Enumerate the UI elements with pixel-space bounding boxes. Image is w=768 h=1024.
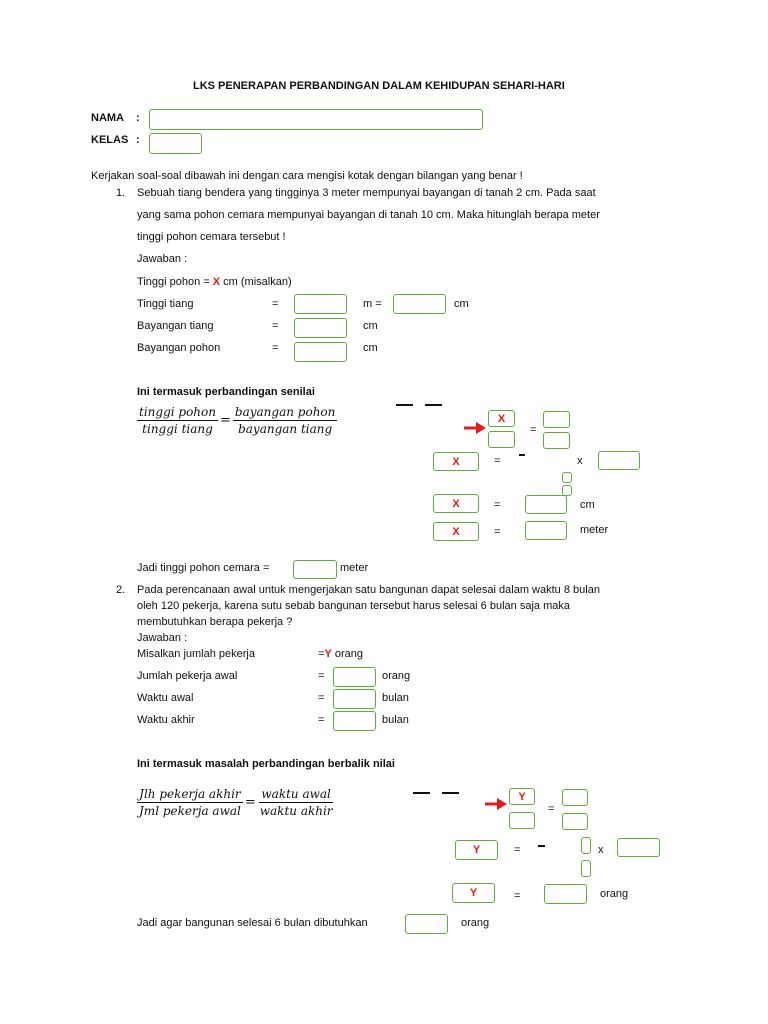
- q1-type-label: Ini termasuk perbandingan senilai: [137, 386, 315, 398]
- q2-multiplier-input[interactable]: [617, 838, 660, 857]
- q2-eq: =: [548, 803, 555, 815]
- q2-row-eq: =: [318, 714, 325, 726]
- q1-row-unit: cm: [363, 342, 378, 354]
- nama-field[interactable]: [149, 109, 483, 130]
- q2-formula-fraction-left: [137, 787, 243, 818]
- q2-conclusion-prefix: Jadi agar bangunan selesai 6 bulan dibutuhkan: [137, 917, 368, 929]
- q1-x-box: [488, 410, 515, 427]
- q2-conclusion-input[interactable]: [405, 914, 448, 934]
- q2-unit-orang: orang: [600, 888, 629, 900]
- q2-assume-unit: orang: [334, 648, 363, 660]
- fraction-bar: [442, 792, 459, 794]
- nama-colon: :: [136, 112, 140, 124]
- q1-formula-den: tinggi tiang: [142, 422, 213, 436]
- q2-row-unit: bulan: [382, 692, 409, 704]
- q1-eq: =: [530, 424, 537, 436]
- q2-formula-eq: =: [244, 795, 256, 810]
- q2-y-box: [509, 788, 535, 805]
- q1-bayangan-pohon-input[interactable]: [294, 342, 347, 362]
- q2-eq: =: [514, 890, 521, 902]
- q2-text-line: oleh 120 pekerja, karena sutu sebab bangunan tersebut harus selesai 6 bulan saja maka: [137, 600, 570, 612]
- q2-jawaban: Jawaban :: [137, 632, 188, 644]
- fraction-bar: [425, 404, 442, 406]
- q1-formula-den: bayangan tiang: [238, 422, 333, 436]
- q2-y-label: Y: [469, 887, 478, 899]
- q1-assume-prefix: Tinggi pohon =: [137, 276, 210, 288]
- q1-row-unit: cm: [454, 298, 469, 310]
- q2-assumption: [318, 648, 363, 660]
- q2-denominator-input[interactable]: [509, 812, 535, 829]
- q1-right-den-input[interactable]: [543, 432, 570, 449]
- q2-row-label: Waktu awal: [137, 692, 194, 704]
- q2-assume-label: Misalkan jumlah pekerja: [137, 648, 255, 660]
- q2-formula-num: waktu awal: [261, 787, 331, 801]
- q1-tinggi-tiang-cm-input[interactable]: [393, 294, 446, 314]
- q2-row-unit: bulan: [382, 714, 409, 726]
- q2-row-unit: orang: [382, 670, 411, 682]
- q2-assume-eq: =: [318, 648, 325, 660]
- q2-row-eq: =: [318, 670, 325, 682]
- q1-assume-suffix: cm (misalkan): [223, 276, 292, 288]
- q1-text-line: yang sama pohon cemara mempunyai bayangan di tanah 10 cm. Maka hitunglah berapa meter: [137, 209, 600, 221]
- q1-x-label: X: [497, 412, 506, 425]
- red-arrow-icon: [484, 797, 508, 811]
- q1-eq: =: [494, 526, 501, 538]
- q2-right-den-input[interactable]: [562, 813, 588, 830]
- q2-result-input[interactable]: [544, 884, 587, 904]
- kelas-label: KELAS: [91, 134, 129, 146]
- q2-waktu-awal-input[interactable]: [333, 689, 376, 709]
- q1-formula-fraction-left: [137, 405, 218, 436]
- fraction-bar: [396, 404, 413, 406]
- q2-text-line: membutuhkan berapa pekerja ?: [137, 616, 293, 628]
- q1-multiplier-input[interactable]: [598, 451, 640, 470]
- q2-pekerja-awal-input[interactable]: [333, 667, 376, 687]
- q1-row-label: Bayangan pohon: [137, 342, 221, 354]
- page-title: LKS PENERAPAN PERBANDINGAN DALAM KEHIDUPAN SEHARI-HARI: [193, 80, 565, 92]
- q1-small-num-input[interactable]: [562, 472, 572, 483]
- q2-times: x: [598, 844, 604, 856]
- q2-row-label: Waktu akhir: [137, 714, 195, 726]
- q1-eq: =: [494, 499, 501, 511]
- q2-formula: [137, 787, 335, 818]
- q1-result-cm-input[interactable]: [525, 495, 567, 514]
- q1-x-label: X: [452, 455, 460, 468]
- q2-right-num-input[interactable]: [562, 789, 588, 806]
- q2-y-label: Y: [472, 844, 481, 856]
- q1-conclusion-input[interactable]: [293, 560, 337, 579]
- q2-text-line: Pada perencanaan awal untuk mengerjakan satu bangunan dapat selesai dalam waktu 8 bulan: [137, 584, 600, 596]
- q1-row-eq: =: [272, 298, 279, 310]
- q1-conclusion-prefix: Jadi tinggi pohon cemara =: [137, 562, 270, 574]
- q1-row-unit: m =: [363, 298, 382, 310]
- q1-x-label: X: [452, 497, 460, 510]
- q1-times: x: [577, 455, 583, 467]
- q1-result-meter-input[interactable]: [525, 521, 567, 540]
- red-arrow-icon: [463, 421, 487, 435]
- q2-formula-num: Jlh pekerja akhir: [139, 787, 241, 801]
- q1-bayangan-tiang-input[interactable]: [294, 318, 347, 338]
- q1-row-label: Bayangan tiang: [137, 320, 214, 332]
- nama-label: NAMA: [91, 112, 124, 124]
- q1-x-label: X: [452, 525, 460, 538]
- q1-unit-meter: meter: [580, 524, 609, 536]
- q1-x-box: [433, 452, 479, 471]
- q1-text-line: Sebuah tiang bendera yang tingginya 3 meter mempunyai bayangan di tanah 2 cm. Pada saat: [137, 187, 596, 199]
- q1-assumption: [137, 276, 292, 288]
- q2-row-label: Jumlah pekerja awal: [137, 670, 238, 682]
- q2-formula-den: waktu akhir: [259, 804, 333, 818]
- q1-x-box: [433, 494, 479, 513]
- q1-jawaban: Jawaban :: [137, 253, 188, 265]
- q2-small-num-input[interactable]: [581, 837, 591, 854]
- q1-number: 1.: [116, 187, 126, 199]
- q1-variable: X: [212, 276, 221, 288]
- q2-formula-den: Jml pekerja awal: [139, 804, 241, 818]
- q1-formula: [137, 405, 337, 436]
- q2-conclusion-suffix: orang: [461, 917, 490, 929]
- q1-x-box: [433, 522, 479, 541]
- q1-text-line: tinggi pohon cemara tersebut !: [137, 231, 286, 243]
- q1-formula-fraction-right: [233, 405, 337, 436]
- q1-formula-num: bayangan pohon: [234, 405, 336, 419]
- q2-type-label: Ini termasuk masalah perbandingan berbalik nilai: [137, 758, 395, 770]
- kelas-field[interactable]: [149, 133, 202, 154]
- q2-eq: =: [514, 844, 521, 856]
- q2-waktu-akhir-input[interactable]: [333, 711, 376, 731]
- q2-variable: Y: [324, 648, 332, 660]
- q2-number: 2.: [116, 584, 126, 596]
- q1-row-label: Tinggi tiang: [137, 298, 194, 310]
- q1-unit-cm: cm: [580, 499, 595, 511]
- q1-denominator-input[interactable]: [488, 431, 515, 448]
- q1-row-eq: =: [272, 342, 279, 354]
- fraction-bar: [519, 454, 525, 456]
- fraction-bar: [538, 845, 545, 847]
- q1-formula-num: tinggi pohon: [139, 405, 216, 419]
- q2-y-label: Y: [518, 790, 526, 803]
- q1-right-num-input[interactable]: [543, 411, 570, 428]
- kelas-colon: :: [136, 134, 140, 146]
- q1-formula-eq: =: [220, 413, 231, 428]
- q1-conclusion-suffix: meter: [340, 562, 369, 574]
- q1-tinggi-tiang-m-input[interactable]: [294, 294, 347, 314]
- q1-row-unit: cm: [363, 320, 378, 332]
- fraction-bar: [413, 792, 430, 794]
- q2-formula-fraction-right: [258, 787, 335, 818]
- q2-small-den-input[interactable]: [581, 860, 591, 877]
- q1-eq: =: [494, 455, 501, 467]
- q2-y-box: [452, 883, 495, 903]
- q2-row-eq: =: [318, 692, 325, 704]
- q1-row-eq: =: [272, 320, 279, 332]
- instructions: Kerjakan soal-soal dibawah ini dengan cara mengisi kotak dengan bilangan yang benar !: [91, 170, 523, 182]
- q2-y-box: [455, 840, 498, 860]
